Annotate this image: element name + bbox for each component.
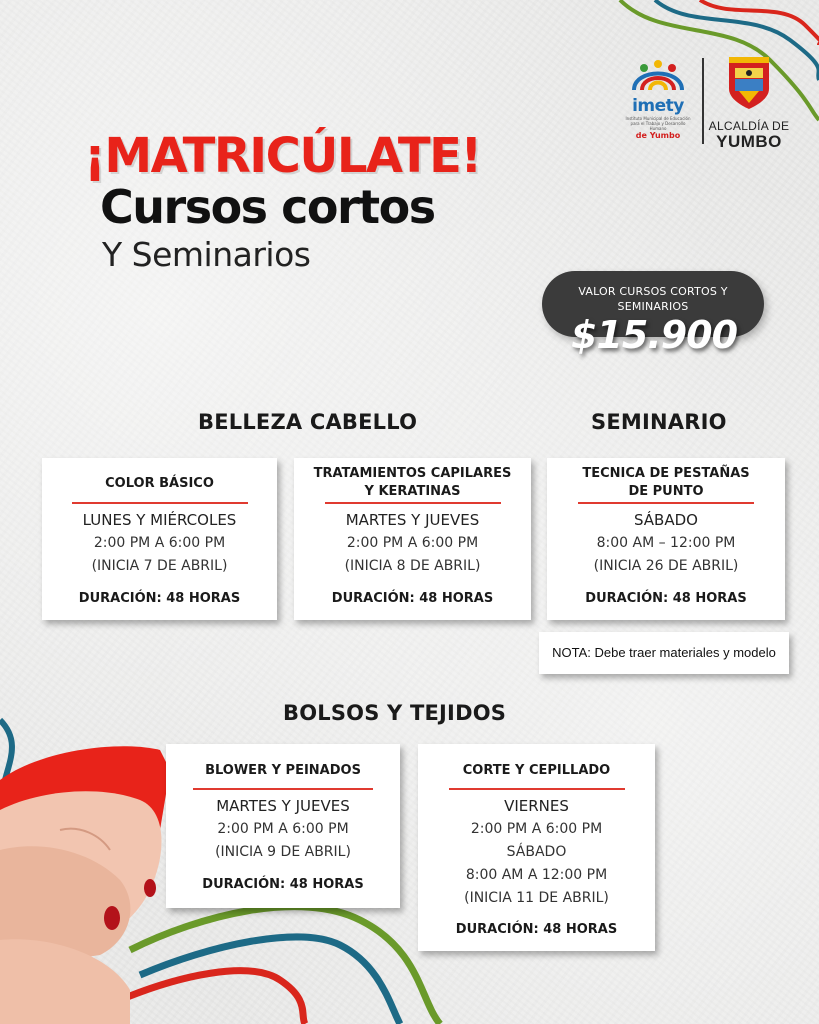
price-label-line1: VALOR CURSOS CORTOS Y [578, 285, 728, 298]
title-underline [325, 502, 501, 504]
alcaldia-yumbo-logo [706, 57, 792, 151]
course-time: 8:00 AM – 12:00 PM [596, 535, 736, 551]
imety-wordmark: imety [632, 96, 684, 116]
title-underline [449, 788, 625, 790]
course-card-corte-cepillado [418, 744, 655, 951]
course-days: SÁBADO [634, 511, 698, 529]
title-underline [578, 502, 754, 504]
course-days: MARTES Y JUEVES [216, 797, 350, 815]
price-value: $15.900 [570, 313, 738, 357]
course-card-color-basico [42, 458, 277, 620]
course-time: 2:00 PM A 6:00 PM [217, 821, 349, 837]
course-title-line2: DE PUNTO [628, 484, 704, 499]
section-title-belleza-cabello: BELLEZA CABELLO [198, 410, 418, 434]
imety-city: de Yumbo [635, 131, 681, 140]
headline-seminarios: Y Seminarios [102, 235, 311, 274]
course-title: BLOWER Y PEINADOS [205, 763, 361, 778]
note-materials: NOTA: Debe traer materiales y modelo [539, 632, 789, 674]
headline-cursos-cortos: Cursos cortos [100, 180, 435, 234]
manicure-hands-image [0, 740, 175, 1024]
course-start: (INICIA 8 DE ABRIL) [344, 558, 481, 574]
course-card-pestanas [547, 458, 785, 620]
course-duration: DURACIÓN: 48 HORAS [78, 591, 241, 606]
section-title-seminario: SEMINARIO [591, 410, 727, 434]
yumbo-label: YUMBO [716, 132, 782, 151]
course-time: 2:00 PM A 6:00 PM [470, 821, 603, 837]
course-days: LUNES Y MIÉRCOLES [82, 511, 237, 529]
course-title: COLOR BÁSICO [105, 476, 214, 491]
course-days: MARTES Y JUEVES [345, 511, 480, 529]
course-start: (INICIA 9 DE ABRIL) [215, 844, 351, 860]
course-time-2: 8:00 AM A 12:00 PM [465, 867, 608, 883]
course-card-tratamientos-capilares [294, 458, 531, 620]
yumbo-shield-icon [727, 57, 771, 109]
course-time: 2:00 PM A 6:00 PM [93, 535, 226, 551]
logo-divider [702, 58, 704, 144]
course-duration: DURACIÓN: 48 HORAS [202, 877, 364, 892]
price-label [542, 271, 764, 314]
course-start: (INICIA 11 DE ABRIL) [464, 890, 609, 906]
imety-logo [624, 60, 692, 146]
course-title-line2: Y KERATINAS [364, 484, 461, 499]
course-title-line1: TECNICA DE PESTAÑAS [582, 466, 750, 481]
course-duration: DURACIÓN: 48 HORAS [331, 591, 494, 606]
imety-subtitle: Instituto Municipal de Educación para el Trabajo y Desarrollo Humano [625, 116, 691, 131]
course-days: VIERNES [504, 797, 569, 815]
section-title-bolsos-tejidos: BOLSOS Y TEJIDOS [283, 701, 507, 725]
course-start: (INICIA 26 DE ABRIL) [593, 558, 739, 574]
course-title: CORTE Y CEPILLADO [462, 763, 611, 778]
course-duration: DURACIÓN: 48 HORAS [455, 922, 618, 937]
headline-matriculate: ¡MATRICÚLATE! [84, 128, 481, 184]
alcaldia-label: ALCALDÍA DE [708, 119, 790, 133]
course-start: (INICIA 7 DE ABRIL) [91, 558, 228, 574]
imety-arc-icon [630, 60, 686, 94]
title-underline [72, 502, 248, 504]
title-underline [193, 788, 373, 790]
course-card-blower-peinados [166, 744, 400, 908]
course-duration: DURACIÓN: 48 HORAS [585, 591, 747, 606]
course-days-2: SÁBADO [506, 844, 567, 860]
course-title [294, 458, 531, 501]
price-label-line2: SEMINARIOS [617, 300, 689, 313]
course-title-line1: TRATAMIENTOS CAPILARES [313, 466, 512, 481]
course-time: 2:00 PM A 6:00 PM [346, 535, 479, 551]
course-title [547, 458, 785, 501]
